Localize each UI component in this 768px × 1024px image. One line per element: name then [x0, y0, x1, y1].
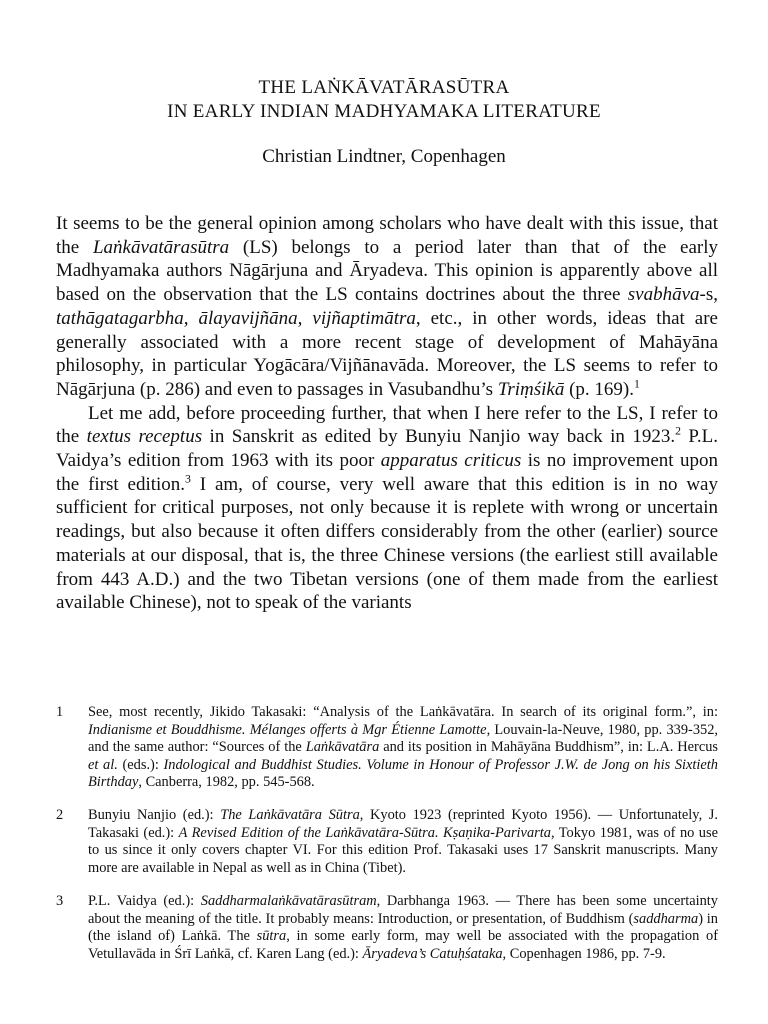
text-span: (p. 169).	[564, 378, 635, 400]
italic-span: sūtra	[256, 928, 287, 944]
italic-span: Triṃśikā	[497, 378, 565, 400]
footnote-number: 2	[56, 807, 64, 823]
text-span: , etc., in other words, ideas that are generally associated with a more recent stage of development of Mahāyāna philosophy, in particular Yogācāra/Vijñānavāda. Moreover, the LS seems to refer to Nāgārjuna (p. 286) and even to passages in Vasubandhu’s	[56, 307, 718, 400]
text-span: It seems to be the general opinion among scholars who have dealt with this issue, that the	[56, 213, 718, 258]
text-span: , Canberra, 1982, pp. 545-568.	[138, 774, 315, 790]
text-span: P.L. Vaidya (ed.):	[88, 893, 201, 909]
italic-span: Indianisme et Bouddhisme. Mélanges offerts à Mgr Étienne Lamotte	[88, 721, 487, 738]
text-span: Let me add, before proceeding further, that when I here refer to the LS, I refer to the	[56, 402, 718, 448]
footnote-number: 3	[56, 893, 64, 909]
italic-span: The Laṅkāvatāra Sūtra	[220, 807, 360, 823]
text-span: -s,	[699, 284, 718, 306]
text-span: , Copenhagen 1986, pp. 7-9.	[502, 945, 666, 962]
text-span: (LS) belongs to a period later than that of the early Madhyamaka authors Nāgārjuna and Āryadeva. This opinion is apparently above all based on the observation that the LS contains doctrines about the three	[56, 236, 718, 306]
italic-span: Laṅkāvatāra	[305, 739, 380, 755]
italic-span: tathāgatagarbha, ālayavijñāna, vijñaptimātra	[56, 307, 416, 329]
text-span: Bunyiu Nanjio (ed.):	[88, 807, 221, 823]
text-span: is no improvement upon the first edition.	[56, 450, 718, 495]
footnote-text	[88, 807, 718, 877]
footnote-ref: 3	[185, 472, 191, 486]
italic-span: Āryadeva’s Catuḥśataka	[362, 945, 503, 962]
text-span: , Louvain-la-Neuve, 1980, pp. 339-352, and the same author: “Sources of the	[88, 721, 718, 755]
footnote-text	[88, 704, 718, 792]
footnote-ref: 2	[675, 425, 681, 438]
author-line: Christian Lindtner, Copenhagen	[262, 146, 506, 167]
italic-span: Laṅkāvatārasūtra	[92, 236, 230, 258]
italic-span: Saddharmalaṅkāvatārasūtram	[200, 893, 377, 909]
italic-span: Indological and Buddhist Studies. Volume in Honour of Professor J.W. de Jong on his Sixtieth Birthday	[88, 756, 718, 790]
text-span: , Darbhanga 1963. — There has been some uncertainty about the meaning of the title. It probably means: Introduction, or presentation, of Buddhism (	[88, 893, 718, 927]
body-text	[56, 212, 718, 615]
text-span: (eds.):	[117, 756, 164, 773]
paragraph-1	[56, 212, 718, 402]
text-span: P.L. Vaidya’s edition from 1963 with its poor	[56, 426, 719, 472]
text-span: , Kyoto 1923 (reprinted Kyoto 1956). — Unfortunately, J. Takasaki (ed.):	[88, 807, 718, 841]
paragraph-2	[56, 402, 718, 615]
footnote-number: 1	[56, 704, 64, 720]
italic-span: svabhāva	[627, 284, 700, 306]
italic-span: textus receptus	[86, 426, 203, 448]
italic-span: A Revised Edition of the Laṅkāvatāra-Sūtra. Kṣaṇika-Parivarta	[178, 824, 551, 841]
text-span: in Sanskrit as edited by Bunyiu Nanjio way back in 1923.	[202, 426, 676, 448]
text-span: and its position in Mahāyāna Buddhism”, in: L.A. Hercus	[379, 739, 718, 755]
footnote-text	[88, 893, 718, 963]
italic-span: et al.	[88, 756, 118, 773]
footnote-ref: 1	[634, 377, 640, 391]
article-title-line-2: IN EARLY INDIAN MADHYAMAKA LITERATURE	[167, 101, 601, 122]
text-span: See, most recently, Jikido Takasaki: “Analysis of the Laṅkāvatāra. In search of its original form.”, in:	[88, 704, 718, 720]
text-span: I am, of course, very well aware that this edition is in no way sufficient for critical purposes, not only because it is replete with wrong or uncertain readings, but also because it often differs considerably from the other (earlier) source materials at our disposal, that is, the three Chinese versions (the earliest still available from 443 A.D.) and the two Tibetan versions (one of them made from the earliest available Chinese), not to speak of the variants	[56, 473, 718, 614]
text-span: , Tokyo 1981, was of no use to us since it only covers chapter VI. For this edition Prof. Takasaki uses 17 Sanskrit manuscripts. Many more are available in Nepal as well as in China (Tibet).	[88, 824, 718, 876]
article-title-line-1: THE LAṄKĀVATĀRASŪTRA	[258, 77, 510, 98]
italic-span: saddharma	[633, 910, 699, 927]
text-span: ) in (the island of) Laṅkā. The	[88, 910, 718, 944]
text-span: , in some early form, may well be associated with the propagation of Vetullavāda in Śrī Laṅkā, cf. Karen Lang (ed.):	[88, 928, 718, 962]
italic-span: apparatus criticus	[380, 450, 522, 472]
